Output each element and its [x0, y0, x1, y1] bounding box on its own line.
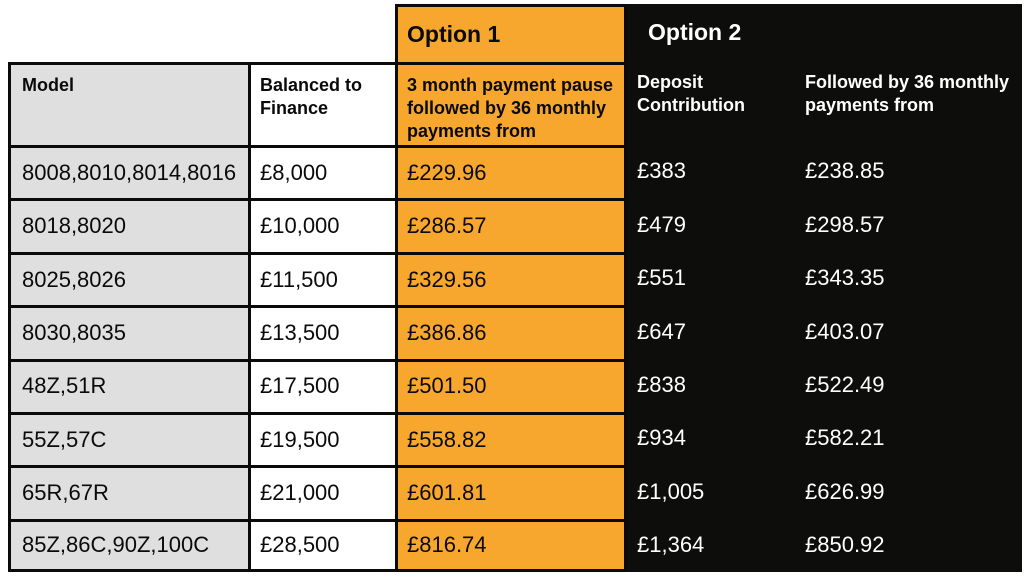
- cell-followed-payment: £238.85: [795, 145, 1022, 198]
- cell-model: 65R,67R: [8, 465, 248, 518]
- cell-option1-payment: £286.57: [395, 198, 627, 251]
- cell-followed-payment: £343.35: [795, 252, 1022, 305]
- cell-model: 8008,8010,8014,8016: [8, 145, 248, 198]
- cell-followed-payment: £582.21: [795, 412, 1022, 465]
- cell-balanced: £11,500: [248, 252, 395, 305]
- col-header-option1-payment-pause: 3 month payment pause followed by 36 monthly payments from: [395, 62, 627, 145]
- cell-option1-payment: £558.82: [395, 412, 627, 465]
- finance-options-table: [8, 4, 1022, 572]
- cell-option1-payment: £329.56: [395, 252, 627, 305]
- cell-followed-payment: £298.57: [795, 198, 1022, 251]
- col-header-followed-by-payments: Followed by 36 monthly payments from: [795, 62, 1022, 145]
- option2-group-header: Option 2: [627, 4, 1022, 62]
- cell-deposit: £647: [627, 305, 795, 358]
- cell-model: 8018,8020: [8, 198, 248, 251]
- cell-balanced: £28,500: [248, 519, 395, 572]
- cell-followed-payment: £403.07: [795, 305, 1022, 358]
- cell-balanced: £17,500: [248, 359, 395, 412]
- cell-option1-payment: £501.50: [395, 359, 627, 412]
- cell-deposit: £383: [627, 145, 795, 198]
- cell-deposit: £934: [627, 412, 795, 465]
- cell-model: 85Z,86C,90Z,100C: [8, 519, 248, 572]
- cell-model: 8025,8026: [8, 252, 248, 305]
- option1-group-header: Option 1: [395, 4, 627, 62]
- cell-option1-payment: £386.86: [395, 305, 627, 358]
- top-left-empty-area: [8, 4, 395, 62]
- cell-deposit: £838: [627, 359, 795, 412]
- cell-balanced: £8,000: [248, 145, 395, 198]
- cell-balanced: £19,500: [248, 412, 395, 465]
- cell-balanced: £13,500: [248, 305, 395, 358]
- cell-followed-payment: £850.92: [795, 519, 1022, 572]
- cell-model: 48Z,51R: [8, 359, 248, 412]
- cell-deposit: £479: [627, 198, 795, 251]
- cell-deposit: £1,005: [627, 465, 795, 518]
- col-header-model: Model: [8, 62, 248, 145]
- cell-deposit: £1,364: [627, 519, 795, 572]
- col-header-deposit-contribution: Deposit Contribution: [627, 62, 795, 145]
- col-header-balanced-to-finance: Balanced to Finance: [248, 62, 395, 145]
- cell-deposit: £551: [627, 252, 795, 305]
- cell-option1-payment: £816.74: [395, 519, 627, 572]
- cell-model: 8030,8035: [8, 305, 248, 358]
- cell-followed-payment: £626.99: [795, 465, 1022, 518]
- cell-balanced: £10,000: [248, 198, 395, 251]
- cell-option1-payment: £601.81: [395, 465, 627, 518]
- cell-option1-payment: £229.96: [395, 145, 627, 198]
- cell-model: 55Z,57C: [8, 412, 248, 465]
- cell-balanced: £21,000: [248, 465, 395, 518]
- cell-followed-payment: £522.49: [795, 359, 1022, 412]
